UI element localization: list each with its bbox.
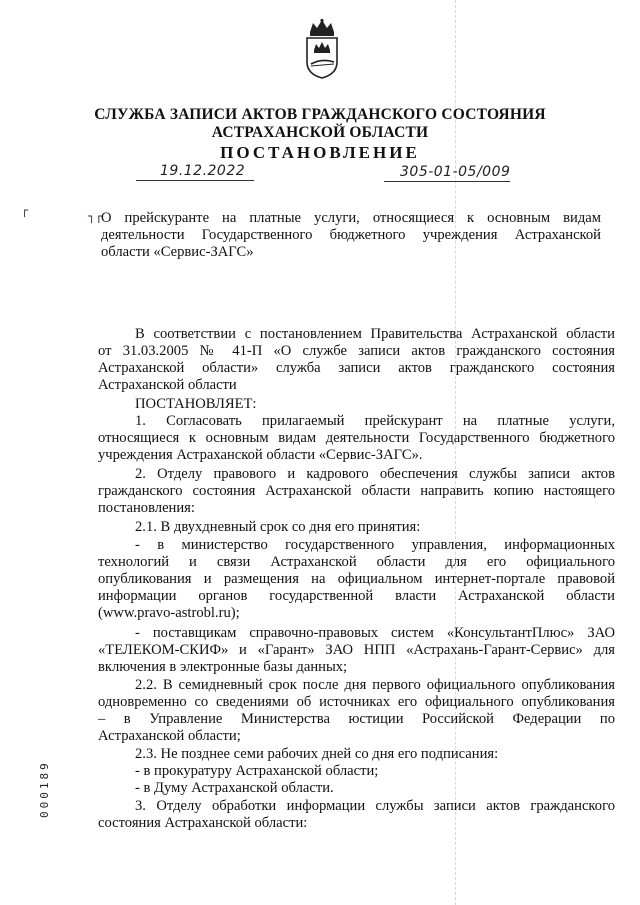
bullet-1-line: (www.pravo-astrobl.ru);: [98, 605, 240, 621]
body-paragraph-line: от 31.03.2005 № 41-П «О службе записи актов гражданского состояния: [98, 343, 615, 359]
bullet-2-line: «ТЕЛЕКОМ-СКИФ» и «Гарант» ЗАО НПП «Астрахань-Гарант-Сервис» для: [98, 642, 615, 658]
organization-name-line2: АСТРАХАНСКОЙ ОБЛАСТИ: [211, 124, 429, 141]
document-subject: [101, 210, 601, 261]
body-paragraph-line: В соответствии с постановлением Правительства Астраханской области: [135, 326, 615, 342]
bullet-4-line: - в Думу Астраханской области.: [135, 780, 334, 796]
number-underline: [384, 181, 510, 182]
bullet-2-line: включения в электронные базы данных;: [98, 659, 348, 675]
resolution-keyword: ПОСТАНОВЛЯЕТ:: [135, 396, 257, 412]
body-paragraph-line: Астраханской области» служба записи актов гражданского состояния: [98, 360, 615, 376]
item-2-2-line: 2.2. В семидневный срок после дня первого официального опубликования: [135, 677, 615, 693]
item-3-line: 3. Отделу обработки информации службы записи актов гражданского: [135, 798, 615, 814]
item-2-line: гражданского состояния Астраханской области направить копию настоящего: [98, 483, 615, 499]
subject-line: деятельности Государственного бюджетного учреждения Астраханской: [101, 227, 601, 243]
bullet-3-line: - в прокуратуру Астраханской области;: [135, 763, 379, 779]
organization-name-line1: СЛУЖБА ЗАПИСИ АКТОВ ГРАЖДАНСКОГО СОСТОЯНИЯ: [94, 106, 546, 123]
item-2-2-line: – в Управление Министерства юстиции Российской Федерации по: [98, 711, 615, 727]
date-underline: [136, 180, 254, 181]
item-2-line: 2. Отделу правового и кадрового обеспечения службы записи актов: [135, 466, 615, 482]
item-3-line: состояния Астраханской области:: [98, 815, 308, 831]
document-type-title: ПОСТАНОВЛЕНИЕ: [220, 143, 420, 162]
margin-serial-number: 000189: [38, 760, 51, 818]
astrakhan-coat-of-arms-icon: [301, 18, 343, 80]
item-1-line: учреждения Астраханской области «Сервис-ЗАГС».: [98, 447, 423, 463]
body-paragraph-line: Астраханской области: [98, 377, 237, 393]
bullet-2-line: - поставщикам справочно-правовых систем «КонсультантПлюс» ЗАО: [135, 625, 615, 641]
document-number: 305-01-05/009: [400, 164, 511, 180]
item-2-3-line: 2.3. Не позднее семи рабочих дней со дня его подписания:: [135, 746, 499, 762]
corner-bracket-icon: ┐┌: [88, 209, 103, 223]
item-2-2-line: одновременно со сведениями об источниках его официального опубликования: [98, 694, 615, 710]
subject-line: области «Сервис-ЗАГС»: [101, 244, 254, 260]
document-date: 19.12.2022: [160, 163, 246, 179]
item-2-1-line: 2.1. В двухдневный срок со дня его принятия:: [135, 519, 421, 535]
corner-mark-icon: ┌: [21, 203, 29, 217]
bullet-1-line: - в министерство государственного управления, информационных: [135, 537, 615, 553]
subject-line: О прейскуранте на платные услуги, относящиеся к основным видам: [101, 210, 601, 226]
bullet-1-line: опубликования и размещения на официальном интернет-портале правовой: [98, 571, 615, 587]
item-2-line: постановления:: [98, 500, 195, 516]
bullet-1-line: технологий и связи Астраханской области для его официального: [98, 554, 615, 570]
item-2-2-line: Астраханской области;: [98, 728, 241, 744]
item-1-line: 1. Согласовать прилагаемый прейскурант на платные услуги,: [135, 413, 615, 429]
bullet-1-line: информации органов государственной власти Астраханской области: [98, 588, 615, 604]
item-1-line: относящиеся к основным видам деятельности Государственного бюджетного: [98, 430, 615, 446]
